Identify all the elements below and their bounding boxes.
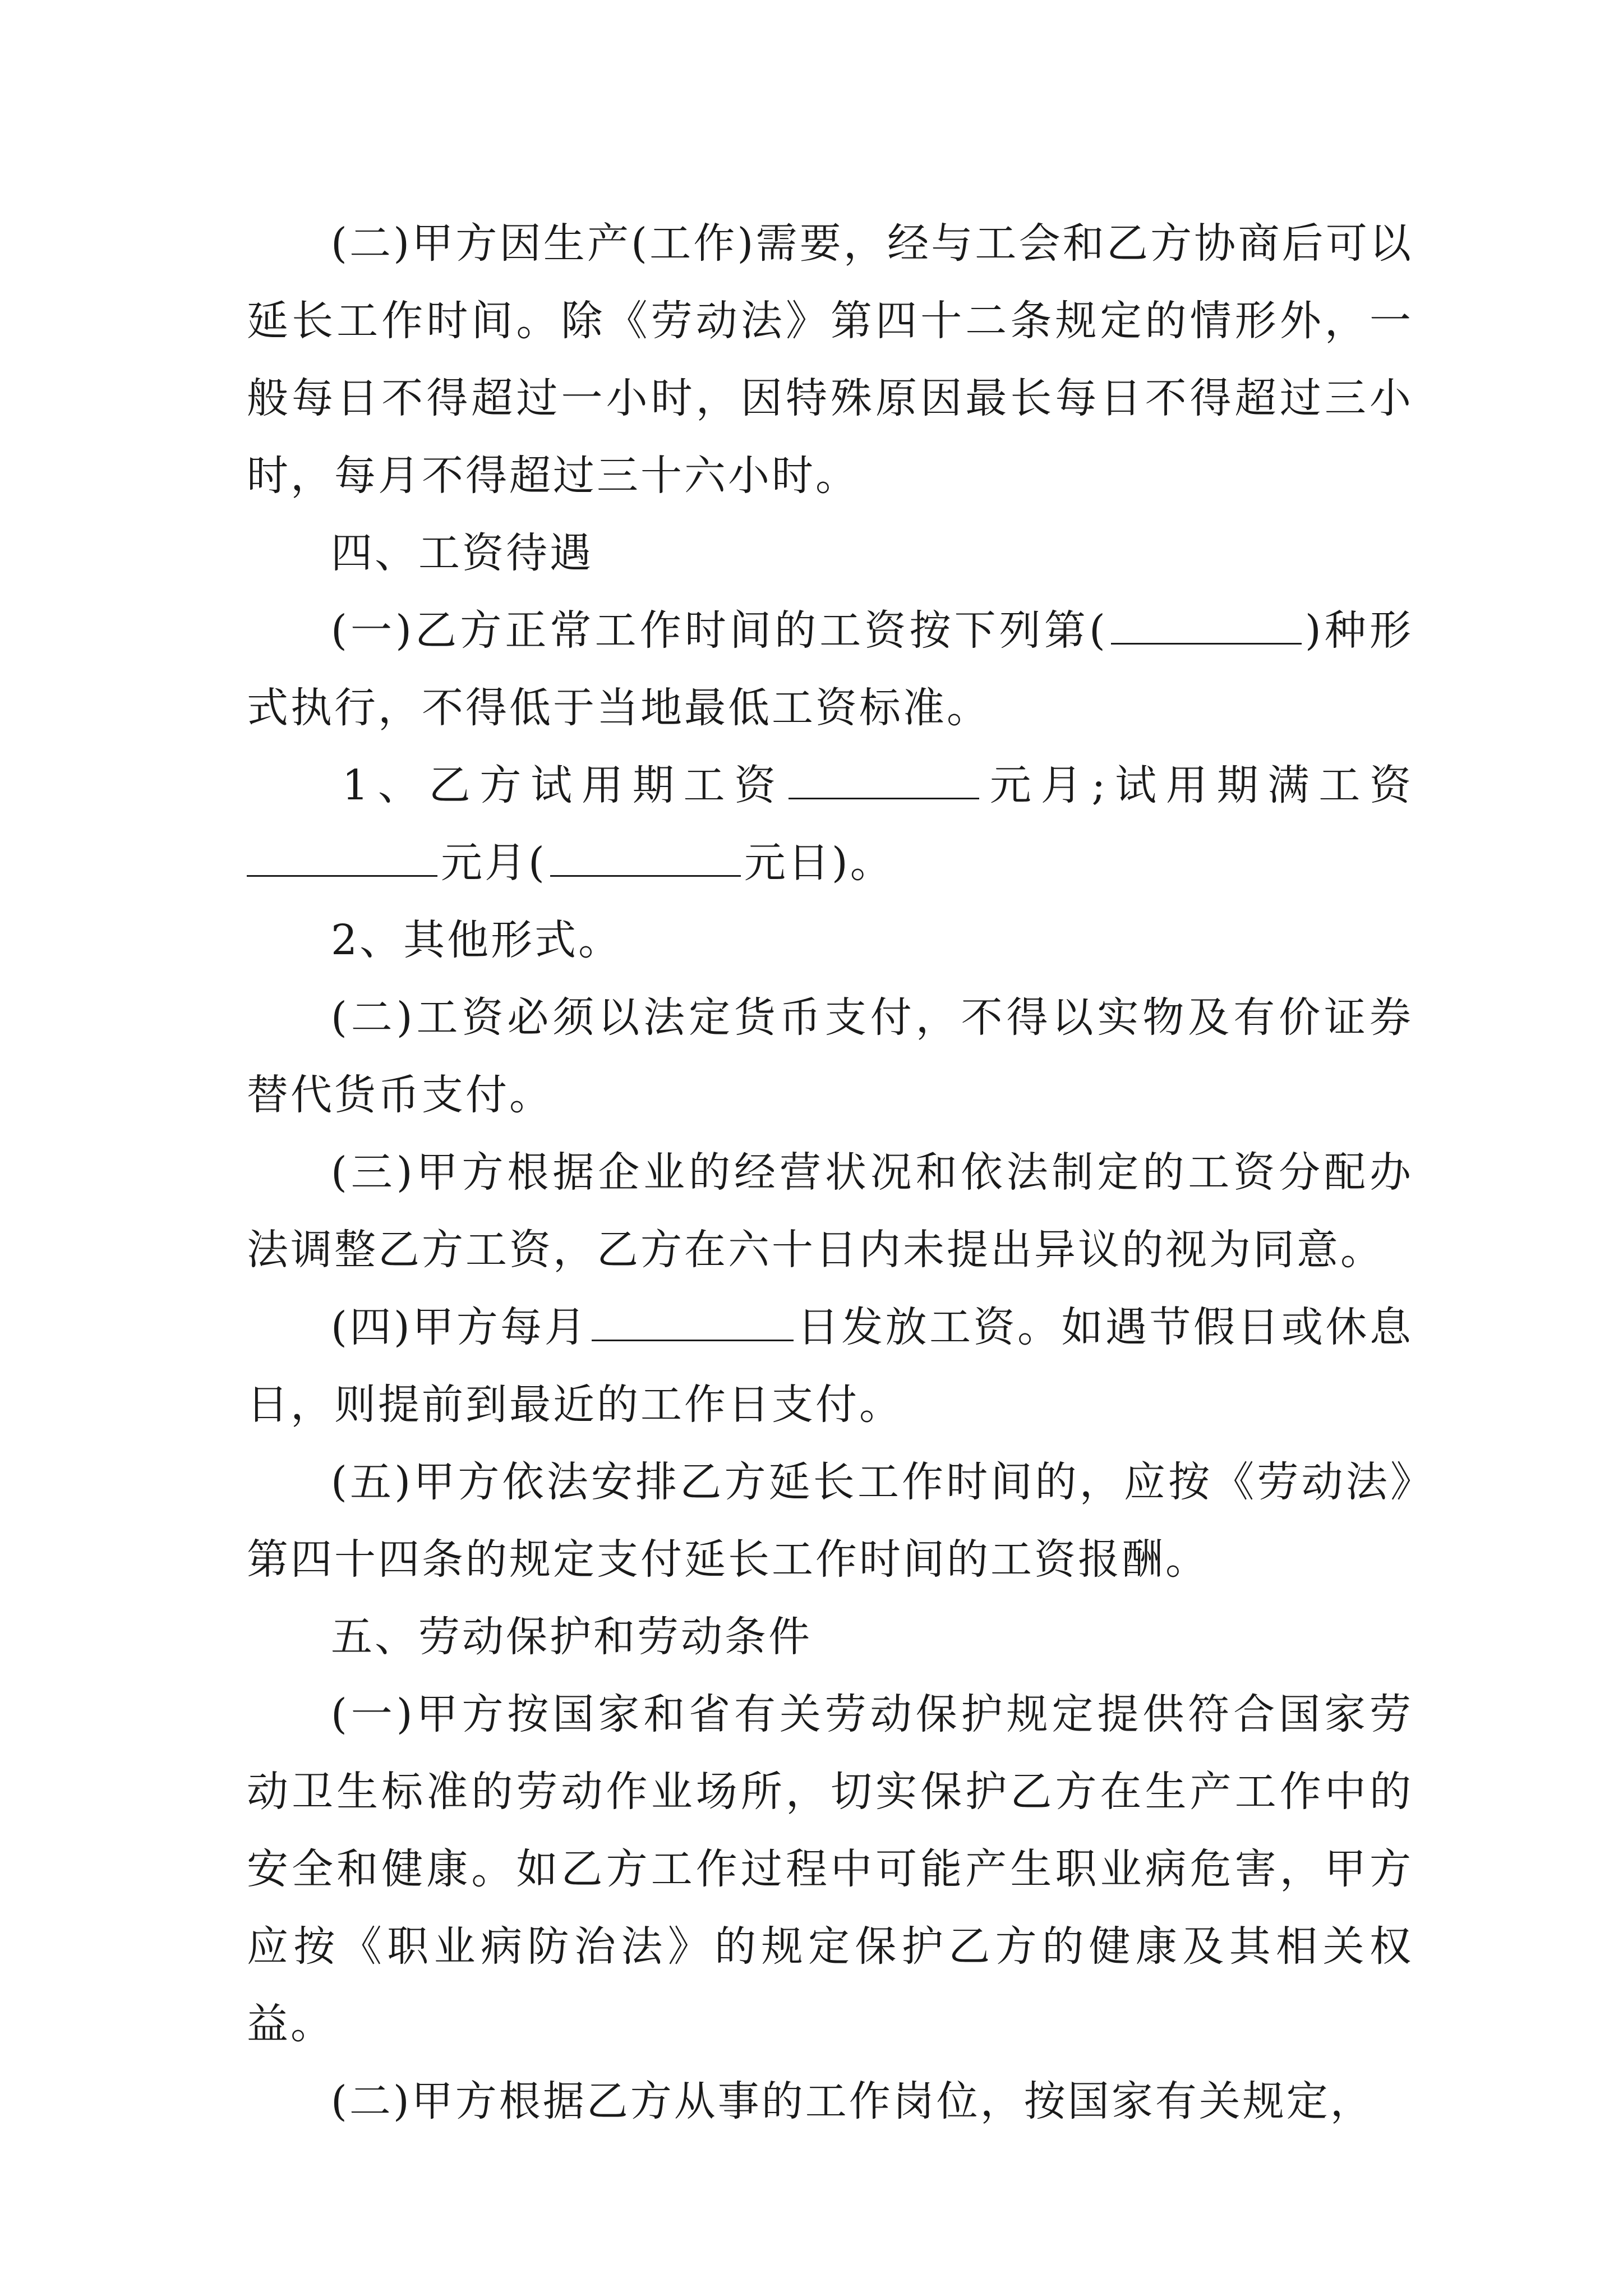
pay-day-text-a: (四)甲方每月 [331,1303,589,1351]
paragraph-wage-adjustment [247,1134,1413,1289]
paragraph-overtime [247,205,1413,514]
paragraph-wage-form [247,592,1413,747]
wage-form-text-a: (一)乙方正常工作时间的工资按下列第( [331,606,1108,655]
section-heading-wages [247,514,1413,592]
section-heading-wages-text: 四、工资待遇 [331,529,593,577]
section-heading-protection [247,1598,1413,1676]
paragraph-probation-wage [247,747,1413,901]
paragraph-job-post [247,2063,1413,2140]
fill-blank-probation-wage[interactable] [789,764,979,799]
paragraph-other-form [247,901,1413,979]
section-heading-protection-text: 五、劳动保护和劳动条件 [331,1613,812,1661]
paragraph-overtime-text: (二)甲方因生产(工作)需要，经与工会和乙方协商后可以延长工作时间。除《劳动法》第四十二条规定的情形外，一般每日不得超过一小时，因特殊原因最长每日不得超过三小时，每月不得超过三十六小时。 [247,219,1413,500]
paragraph-overtime-pay [247,1443,1413,1598]
document-body [247,205,1413,2140]
probation-wage-text-c: 元月( [441,839,547,887]
wage-form-text-b: )种形式执行，不得低于当地最低工资标准。 [247,606,1413,732]
job-post-text: (二)甲方根据乙方从事的工作岗位，按国家有关规定， [331,2077,1374,2125]
overtime-pay-text: (五)甲方依法安排乙方延长工作时间的，应按《劳动法》第四十四条的规定支付延长工作时间的工资报酬。 [247,1458,1413,1584]
paragraph-currency [247,979,1413,1134]
probation-wage-text-d: 元日)。 [744,839,894,887]
workplace-safety-text: (一)甲方按国家和省有关劳动保护规定提供符合国家劳动卫生标准的劳动作业场所，切实保护乙方在生产工作中的安全和健康。如乙方工作过程中可能产生职业病危害，甲方应按《职业病防治法》的规定保护乙方的健康及其相关权益。 [247,1690,1413,2048]
probation-wage-text-a: 1、乙方试用期工资 [342,761,786,809]
paragraph-pay-day [247,1289,1413,1443]
fill-blank-wage-form[interactable] [1111,609,1302,645]
currency-text: (二)工资必须以法定货币支付，不得以实物及有价证券替代货币支付。 [247,993,1413,1119]
fill-blank-full-wage[interactable] [247,841,437,877]
fill-blank-pay-day[interactable] [592,1306,794,1341]
other-form-text: 2、其他形式。 [331,916,623,964]
probation-wage-text-b: 元月;试用期满工资 [983,761,1413,809]
wage-adjustment-text: (三)甲方根据企业的经营状况和依法制定的工资分配办法调整乙方工资，乙方在六十日内未提出异议的视为同意。 [247,1148,1413,1274]
paragraph-workplace-safety [247,1676,1413,2063]
fill-blank-daily-wage[interactable] [550,841,741,877]
pay-day-text-b: 日发放工资。如遇节假日或休息日，则提前到最近的工作日支付。 [247,1303,1413,1429]
